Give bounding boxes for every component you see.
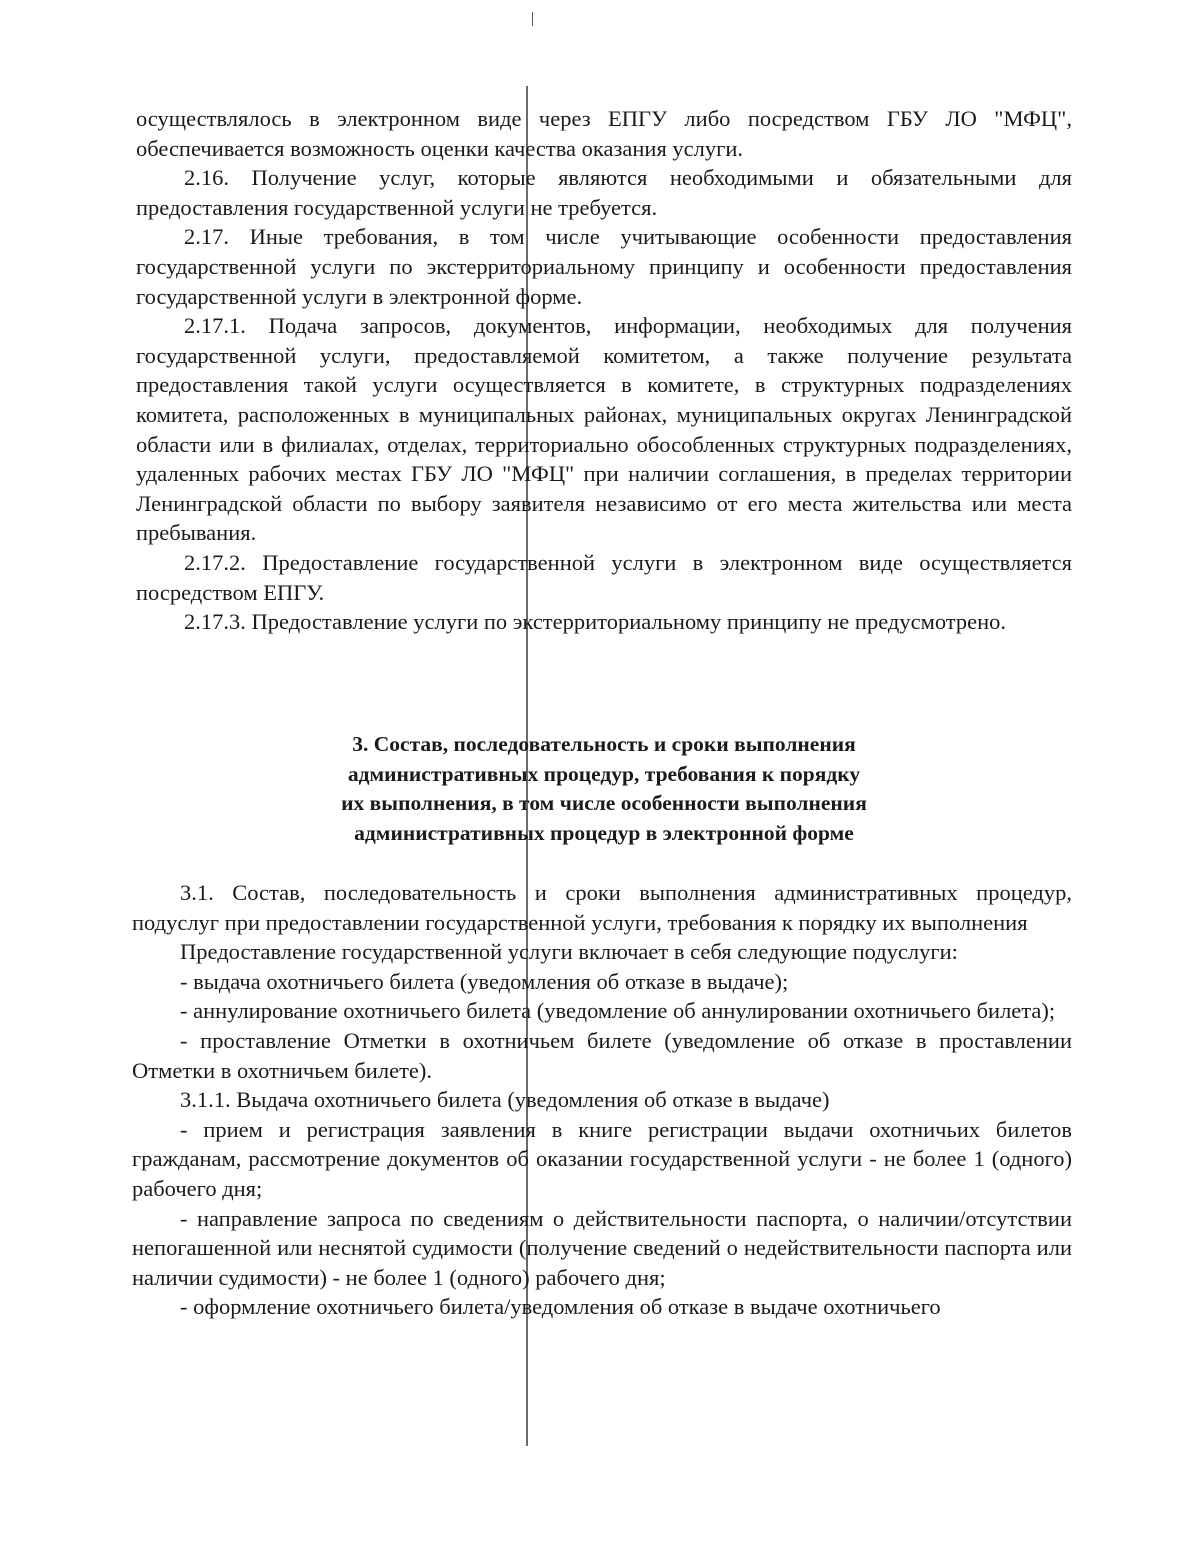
list-item-annul: - аннулирование охотничьего билета (уведомление об аннулировании охотничьего билета); [180, 998, 1056, 1024]
list-item-reception: - прием и регистрация заявления в книге регистрации выдачи охотничьих билетов гражданам, рассмотрение документов об оказании государственной услуги - не более 1 (одного) рабочего дня; [132, 1116, 1072, 1201]
scan-artifact-top [532, 12, 533, 26]
top-text-block [136, 104, 1072, 637]
paragraph-2-16: 2.16. Получение услуг, которые являются необходимыми и обязательными для предоставления государственной услуги не требуется. [136, 165, 1072, 220]
paragraph-2-17: 2.17. Иные требования, в том числе учитывающие особенности предоставления государственной услуги по экстерриториальному принципу и особенности предоставления государственной услуги в электронной форме. [136, 224, 1072, 309]
paragraph-2-17-2: 2.17.2. Предоставление государственной услуги в электронном виде осуществляется посредством ЕПГУ. [136, 549, 1072, 605]
list-item-formalization: - оформление охотничьего билета/уведомления об отказе в выдаче охотничьего [180, 1294, 941, 1320]
bottom-text-block [132, 878, 1072, 1322]
heading-line-4: административных процедур в электронной форме [354, 820, 854, 845]
paragraph-continuation: осуществлялось в электронном виде через ЕПГУ либо посредством ГБУ ЛО "МФЦ", обеспечивается возможность оценки качества оказания услуги. [136, 106, 1072, 161]
heading-line-2: административных процедур, требования к порядку [347, 761, 861, 786]
list-item-request: - направление запроса по сведениям о действительности паспорта, о наличии/отсутствии непогашенной или неснятой судимости (получение сведений о недействительности паспорта или наличии судимости) - не более 1 (одного) рабочего дня; [132, 1205, 1072, 1290]
paragraph-2-17-3: 2.17.3. Предоставление услуги по экстерриториальному принципу не предусмотрено. [184, 609, 1007, 635]
paragraph-3-1-1: 3.1.1. Выдача охотничьего билета (уведомления об отказе в выдаче) [180, 1087, 830, 1113]
heading-line-3: их выполнения, в том числе особенности выполнения [341, 791, 867, 816]
section-3-heading [136, 730, 1072, 848]
paragraph-subservices-intro: Предоставление государственной услуги включает в себя следующие подуслуги: [180, 939, 958, 965]
paragraph-2-17-1: 2.17.1. Подача запросов, документов, информации, необходимых для получения государственной услуги, предоставляемой комитетом, а также получение результата предоставления такой услуги осуществляется в комитете, в структурных подразделениях комитета, расположенных в муниципальных районах, муниципальных округах Ленинградской области или в филиалах, отделах, территориально обособленных структурных подразделениях, удаленных рабочих местах ГБУ ЛО "МФЦ" при наличии соглашения, в пределах территории Ленинградской области по выбору заявителя независимо от его места жительства или места пребывания. [136, 313, 1072, 546]
list-item-issue: - выдача охотничьего билета (уведомления об отказе в выдаче); [180, 968, 789, 994]
heading-line-1: 3. Состав, последовательность и сроки выполнения [352, 732, 856, 756]
paragraph-3-1: 3.1. Состав, последовательность и сроки выполнения административных процедур, подуслуг при предоставлении государственной услуги, требования к порядку их выполнения [132, 880, 1072, 935]
list-item-mark: - проставление Отметки в охотничьем билете (уведомление об отказе в проставлении Отметки в охотничьем билете). [132, 1027, 1072, 1083]
